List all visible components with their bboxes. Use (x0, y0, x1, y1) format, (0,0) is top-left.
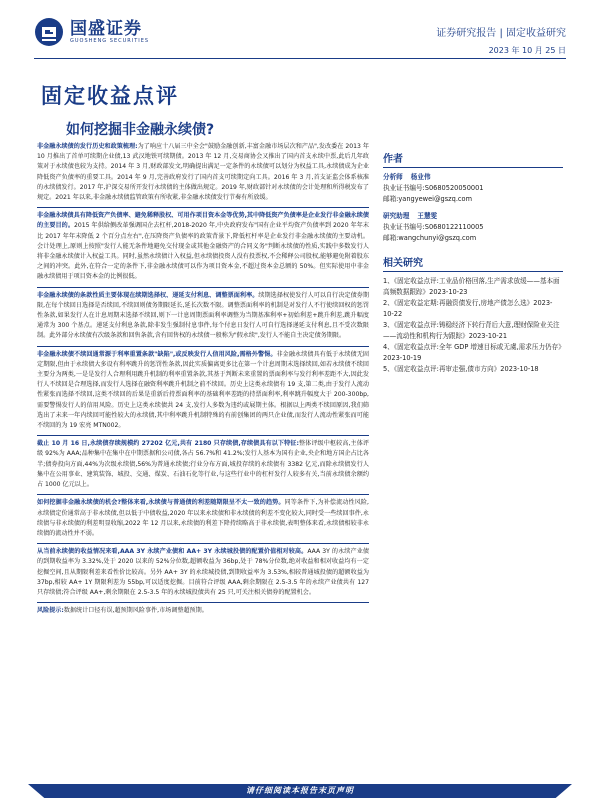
authors-title: 作者 (383, 150, 563, 168)
paragraph-lead: 非金融永续债的发行历史和政策梳理: (37, 143, 138, 150)
paragraph-text: 同等条件下,为补偿流动性风险,永续债定价通常高于非永续债,但以低于中债收益,2020 年以来永续债和非永续债的利差不变化较大,同时受一些续回事件,永续债与非永续债的利差明显收缩,2022 年 12 月以来,永续债的利差下降持续略高于非永续债,表明整体来看,永续债相较非永续债的流动性并不弱。 (37, 499, 369, 537)
report-header (0, 0, 600, 58)
logo-name-en: GUOSHENG SECURITIES (70, 37, 150, 44)
analyst-1-name: 杨业伟 (410, 173, 431, 181)
analyst-1-cert: 执业证书编号:S0680520050001 (383, 184, 484, 192)
logo-icon (34, 17, 64, 47)
paragraph-lead: 非金融永续债具有降低资产负债率、避免稀释股权、可用作项目资本金等优势,其中降低资产负债率是企业发行非金融永续债的主要目的。 (37, 212, 369, 230)
page-footer (0, 776, 600, 800)
paragraph-text: 为了响应十八届三中全会"鼓励金融创新,丰富金融市场层次和产品",发改委在 2013 年 10 月推出了首单可续期企业债,13 武汉地铁可续期债。2013 年 12 月,交易商协会又推出了国内首支永续中票,此后几年政策对于永续债也较为支持。2014 年 3 月,财政部发文,明确提出满足一定条件的永续债可以划分为权益工具,永续债成为企业降低资产负债率的重要工具。2014 年 9 月,完善政府发行了国内首支可续期定向工具。2016 年 3 月,首支证监会体系核准的永续债发行。2017 年,沪深交易所开发行永续债的主体做出规定。2019 年,财政部针对永续债的会计处理和所得税发布了规定。2021 年以来,非金融永续债监管政策有所收紧,非金融永续债发行节奏有所放缓。 (37, 143, 369, 202)
report-date: 2023 年 10 月 25 日 (488, 46, 566, 55)
paragraph-lead: 截止 10 月 16 日,永续债存续规模约 27202 亿元,共有 2180 只存续债,存续债具有以下特征: (37, 440, 299, 448)
related-item[interactable]: 3、《固定收益点评:铸稳经济下转行背后大意,理财保险业关注——流动性和机构行为跟踪》2023-10-21 (383, 321, 560, 340)
paragraph-advantages (37, 207, 369, 282)
analyst-2-cert: 执业证书编号:S0680122110005 (383, 223, 484, 231)
analyst-2-line (383, 211, 563, 222)
paragraph-risk (37, 602, 369, 616)
analyst-2-name: 王慧雯 (417, 212, 438, 220)
paragraph-text: 整体评级中枢较高,主体评级 92%为 AAA;品种集中在集中在中期票据和公司债,各占 56.7%和 41.2%;发行人基本为国有企业,央企和地方国企占比各半;债券投向方面,44%为次级永续债,56%为普通永续债;行业分布方面,城投存续的永续债有 3382 亿元,而除永续债发行人集中在公用事业、建筑装饰、城投、交通、煤炭、石油石化等行业,与这些行业中的杠杆发行人较多有关,当前永续债余额约占 1000 亿元以上。 (37, 440, 369, 489)
paragraph-lead: 如何挖掘非金融永续债的机会?整体来看,永续债与普通债的利差随期限呈不太一致的趋势。 (37, 499, 285, 507)
report-body (37, 142, 369, 620)
report-subtitle: 如何挖掘非金融永续债? (66, 122, 215, 138)
paragraph-text: 数据统计口径有误,超预期风险事件,市场调整超预期。 (63, 607, 208, 615)
analyst-2-role: 研究助理 (383, 212, 410, 220)
analyst-1-email[interactable]: 邮箱:yangyewei@gszq.com (383, 195, 472, 203)
paragraph-market-status (37, 435, 369, 490)
paragraph-lead: 风险提示: (37, 607, 64, 615)
paragraph-non-redemption (37, 346, 369, 432)
paragraph-lead: 非金融永续债的条款性质主要体现在续期选择权、递延支付利息、调整票面利率。 (37, 291, 259, 299)
paragraph-terms (37, 287, 369, 342)
paragraph-lead: 从当前永续债的收益情况来看,AAA 3Y 永续产业债和 AA+ 3Y 永续城投债的配置价值相对较高。 (37, 548, 308, 556)
related-item[interactable]: 4、《固定收益点评:全年 GDP 增速目标或无虞,需求压力仍存》2023-10-19 (383, 343, 562, 362)
analyst-1-role: 分析师 (383, 173, 403, 181)
paragraph-text: 续期选择权使发行人可以自行决定债券期限,在每个续回日选择是否续回,不续回则债务期限延长,延长次数不限。调整票面利率的机制是对发行人不行使续回权的惩罚性条款,如果发行人在计息周期末选择不续回,则下一计息周期票面利率调整为当期基准利率+初始利差+跳升利差,跳升幅度通常为 300 个基点。递延支付利息条款,除非发生强制付息事件,每个付息日发行人可自行选择递延支付利息,且不受次数限制。此外部分永续债有次级条款和回售条款,含有回售权的永续债一般称为"假永续",发行人不能自主决定债务期限。 (37, 291, 370, 340)
footer-disclaimer: 请仔细阅读本报告末页声明 (246, 786, 354, 795)
related-item[interactable]: 1、《固定收益点评:工业品价格回落,生产需求放缓——基本面高频数据跟踪》2023-10-23 (383, 277, 560, 296)
related-item[interactable]: 2、《固定收益定期:再融资债发行,房地产债怎么选》2023-10-22 (383, 299, 553, 318)
report-type: 证券研究报告 | 固定收益研究 (436, 28, 566, 39)
header-divider (34, 58, 566, 59)
logo-name-cn: 国盛证券 (70, 18, 142, 39)
analyst-2-email[interactable]: 邮箱:wangchunyi@gszq.com (383, 234, 477, 242)
page-title: 固定收益点评 (41, 84, 179, 108)
sidebar (383, 142, 563, 375)
paragraph-text: 2015 年供给侧改革强调国企去杠杆,2018-2020 年,中央政府发布"国有企业平均资产负债率到 2020 年年末比 2017 年年末降低 2 个百分点左右",在压降资产负债率的政策背景下,降低杠杆率是企业发行非金融永续债的主要动机。会计处理上,原则上按照"发行人能无条件地避免交付现金或其他金融资产的合同义务"判断永续债的性质,实践中多数发行人将非金融永续债计入权益工具。同时,虽然永续债计入权益,但永续债投资人没有投票权,不会稀释公司股权,能够避免附着股东之间的冲突。此外,在符合一定的条件下,非金融永续债可以作为项目资本金,不超过资本金总额的 50%。但实际使用中非金融永续债用于项目资本金的比例很低。 (37, 222, 370, 281)
related-research-title: 相关研究 (383, 254, 563, 272)
paragraph-allocation (37, 543, 369, 598)
paragraph-opportunity (37, 494, 369, 539)
paragraph-lead: 非金融永续债不续回通常源于利率重置条款"缺陷",或反映发行人信用风险,需格外警惕。 (37, 350, 277, 358)
paragraph-history (37, 142, 369, 203)
paragraph-text: AAA 3Y 的永续产业债的到期收益率为 3.32%,处于 2020 以来的 52%分位数,超额收益为 36bp,处于 78%分位数,绝对收益和相对收益均有一定挖掘空间,且从期限利差来看性价比较高。另外 AA+ 3Y 的永续城投债,到期收益率为 3.53%,相较普通城投债的超额收益为 37bp,相较 AA+ 1Y 期限利差为 55bp,可以适度挖掘。目前符合评级 AAA,剩余期限在 2.5-3.5 年的永续产业债共有 127 只存续债;符合评级 AA+,剩余期限在 2.5-3.5 年的永续城投债共有 25 只,可关注相关债券的配置机会。 (37, 548, 369, 596)
company-logo (34, 17, 149, 47)
related-research-list (383, 276, 563, 375)
paragraph-text: 非金融永续债具有低于永续债无固定期限,但由于永续债大多设有利率跳升的惩罚性条款,因此实质偏离更多比在第一个计息周期末选择续回,如若永续债不续回主要分为两类,一是是发行人合理利用跳升机制的利率重置条款,其基于判断未来重置的票面利率与发行利率差距不大,因此发行人不续回是合理选择,而发行人选择在融资利率跳升机制之前不续回。历史上这类永续债有 19 支,第二类,由于发行人流动性紧张而选择不续回,这类不续回的后果是重新后持票面利率的基础利率差距的持票面利率,利率跳升幅度大于 200-300bp,需要警惕发行人的信用风险。历史上这类永续债共 24 支,发行人多数为违约或展期主体。根据以上两类不续回原因,我们筛选出了未来一年内续回可能性较大的永续债,其中利率跳升机制特殊的有前创集团的两只企业债,而发行人流动性紧张而可能不续回的为 19 宏亮 MTN002。 (37, 350, 369, 430)
analyst-1-line (383, 172, 563, 183)
related-item[interactable]: 5、《固定收益点评:再审走强,债市方向》2023-10-18 (383, 365, 539, 373)
